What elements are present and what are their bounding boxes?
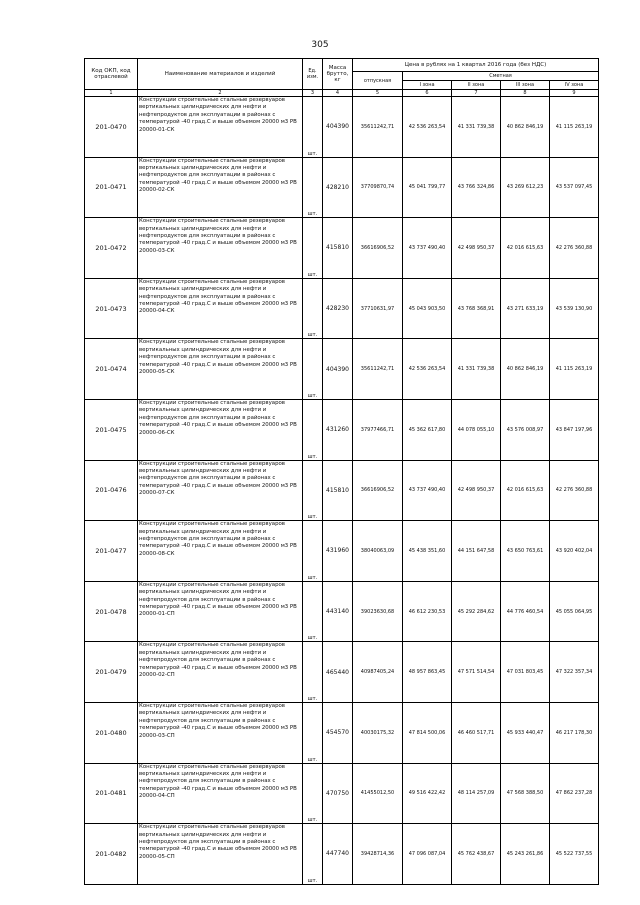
- row-release-price: 36616906,52: [353, 460, 403, 521]
- row-release-price: 39428714,36: [353, 824, 403, 885]
- table-row: [85, 339, 599, 400]
- header-unit: Ед. изм.: [303, 59, 323, 90]
- row-zone2-price: 44 078 055,10: [452, 399, 501, 460]
- row-zone3-price: 42 016 615,63: [501, 218, 550, 279]
- row-unit: шт.: [303, 157, 323, 218]
- table-row: [85, 824, 599, 885]
- table-row: [85, 581, 599, 642]
- row-zone2-price: 43 768 368,91: [452, 278, 501, 339]
- row-name: Конструкции строительные стальные резервуаров вертикальных цилиндрических для нефти и нефтепродуктов для эксплуатации в районах с температурой -40 град.С и выше объемом 20000 м3 РВ 20000-08-СК: [138, 521, 303, 582]
- row-mass: 465440: [323, 642, 353, 703]
- row-zone1-price: 47 096 087,04: [403, 824, 452, 885]
- row-zone1-price: 47 814 500,06: [403, 702, 452, 763]
- column-number: 3: [303, 90, 323, 97]
- header-zone3: III зона: [501, 81, 550, 90]
- row-unit: шт.: [303, 339, 323, 400]
- row-code: 201-0479: [85, 642, 138, 703]
- row-zone2-price: 42 498 950,37: [452, 460, 501, 521]
- table-row: [85, 399, 599, 460]
- row-name: Конструкции строительные стальные резервуаров вертикальных цилиндрических для нефти и нефтепродуктов для эксплуатации в районах с температурой -40 град.С и выше объемом 20000 м3 РВ 20000-04-СК: [138, 278, 303, 339]
- row-name: Конструкции строительные стальные резервуаров вертикальных цилиндрических для нефти и нефтепродуктов для эксплуатации в районах с температурой -40 град.С и выше объемом 20000 м3 РВ 20000-05-СП: [138, 824, 303, 885]
- row-mass: 431260: [323, 399, 353, 460]
- row-zone2-price: 43 766 324,86: [452, 157, 501, 218]
- row-release-price: 40987405,24: [353, 642, 403, 703]
- column-number: 5: [353, 90, 403, 97]
- row-mass: 447740: [323, 824, 353, 885]
- table-row: [85, 218, 599, 279]
- row-zone1-price: 48 957 863,45: [403, 642, 452, 703]
- row-zone2-price: 45 762 438,67: [452, 824, 501, 885]
- row-zone4-price: 45 522 737,55: [550, 824, 599, 885]
- row-zone1-price: 43 737 490,40: [403, 218, 452, 279]
- row-code: 201-0475: [85, 399, 138, 460]
- row-zone4-price: 43 539 130,90: [550, 278, 599, 339]
- row-zone4-price: 47 862 237,28: [550, 763, 599, 824]
- row-name: Конструкции строительные стальные резервуаров вертикальных цилиндрических для нефти и нефтепродуктов для эксплуатации в районах с температурой -40 град.С и выше объемом 20000 м3 РВ 20000-03-СК: [138, 218, 303, 279]
- row-unit: шт.: [303, 763, 323, 824]
- column-number: 6: [403, 90, 452, 97]
- row-zone1-price: 43 737 490,40: [403, 460, 452, 521]
- row-mass: 428230: [323, 278, 353, 339]
- row-zone3-price: 43 269 612,23: [501, 157, 550, 218]
- header-zone4: IV зона: [550, 81, 599, 90]
- row-zone1-price: 45 041 799,77: [403, 157, 452, 218]
- row-code: 201-0480: [85, 702, 138, 763]
- header-mass: Масса брутто, кг: [323, 59, 353, 90]
- row-mass: 415810: [323, 460, 353, 521]
- column-number: 2: [138, 90, 303, 97]
- row-zone3-price: 40 862 846,19: [501, 339, 550, 400]
- row-mass: 404390: [323, 339, 353, 400]
- row-unit: шт.: [303, 824, 323, 885]
- row-unit: шт.: [303, 399, 323, 460]
- row-name: Конструкции строительные стальные резервуаров вертикальных цилиндрических для нефти и нефтепродуктов для эксплуатации в районах с температурой -40 град.С и выше объемом 20000 м3 РВ 20000-05-СК: [138, 339, 303, 400]
- row-zone1-price: 45 438 351,60: [403, 521, 452, 582]
- table-row: [85, 642, 599, 703]
- row-mass: 454570: [323, 702, 353, 763]
- row-zone1-price: 45 043 903,50: [403, 278, 452, 339]
- row-zone4-price: 43 537 097,45: [550, 157, 599, 218]
- row-name: Конструкции строительные стальные резервуаров вертикальных цилиндрических для нефти и нефтепродуктов для эксплуатации в районах с температурой -40 град.С и выше объемом 20000 м3 РВ 20000-02-СК: [138, 157, 303, 218]
- row-release-price: 36616906,52: [353, 218, 403, 279]
- row-zone3-price: 40 862 846,19: [501, 97, 550, 158]
- column-number: 8: [501, 90, 550, 97]
- row-release-price: 35611242,71: [353, 339, 403, 400]
- row-release-price: 37977466,71: [353, 399, 403, 460]
- table-row: [85, 157, 599, 218]
- row-unit: шт.: [303, 278, 323, 339]
- row-zone3-price: 45 933 440,47: [501, 702, 550, 763]
- header-zone1: I зона: [403, 81, 452, 90]
- row-name: Конструкции строительные стальные резервуаров вертикальных цилиндрических для нефти и нефтепродуктов для эксплуатации в районах с температурой -40 град.С и выше объемом 20000 м3 РВ 20000-01-СП: [138, 581, 303, 642]
- row-release-price: 37709870,74: [353, 157, 403, 218]
- row-zone3-price: 47 568 388,50: [501, 763, 550, 824]
- header-zone2: II зона: [452, 81, 501, 90]
- row-zone4-price: 43 920 402,04: [550, 521, 599, 582]
- row-zone3-price: 45 243 261,86: [501, 824, 550, 885]
- row-zone2-price: 41 331 739,38: [452, 339, 501, 400]
- row-code: 201-0473: [85, 278, 138, 339]
- row-zone2-price: 46 460 517,71: [452, 702, 501, 763]
- row-mass: 404390: [323, 97, 353, 158]
- row-zone4-price: 45 055 064,95: [550, 581, 599, 642]
- row-zone1-price: 45 362 617,80: [403, 399, 452, 460]
- row-unit: шт.: [303, 642, 323, 703]
- header-name: Наименование материалов и изделий: [138, 59, 303, 90]
- row-mass: 443140: [323, 581, 353, 642]
- row-code: 201-0481: [85, 763, 138, 824]
- row-name: Конструкции строительные стальные резервуаров вертикальных цилиндрических для нефти и нефтепродуктов для эксплуатации в районах с температурой -40 град.С и выше объемом 20000 м3 РВ 20000-04-СП: [138, 763, 303, 824]
- row-zone1-price: 49 516 422,42: [403, 763, 452, 824]
- header-price-group: Цена в рублях на 1 квартал 2016 года (без НДС): [353, 59, 599, 72]
- row-unit: шт.: [303, 218, 323, 279]
- table-row: [85, 521, 599, 582]
- row-release-price: 39023630,68: [353, 581, 403, 642]
- table-row: [85, 702, 599, 763]
- row-zone2-price: 44 151 647,58: [452, 521, 501, 582]
- row-name: Конструкции строительные стальные резервуаров вертикальных цилиндрических для нефти и нефтепродуктов для эксплуатации в районах с температурой -40 град.С и выше объемом 20000 м3 РВ 20000-02-СП: [138, 642, 303, 703]
- row-code: 201-0478: [85, 581, 138, 642]
- header-release: отпускная: [353, 72, 403, 90]
- row-mass: 470750: [323, 763, 353, 824]
- row-name: Конструкции строительные стальные резервуаров вертикальных цилиндрических для нефти и нефтепродуктов для эксплуатации в районах с температурой -40 град.С и выше объемом 20000 м3 РВ 20000-01-СК: [138, 97, 303, 158]
- row-unit: шт.: [303, 581, 323, 642]
- row-unit: шт.: [303, 702, 323, 763]
- row-mass: 415810: [323, 218, 353, 279]
- column-number: 4: [323, 90, 353, 97]
- row-unit: шт.: [303, 521, 323, 582]
- row-code: 201-0471: [85, 157, 138, 218]
- row-code: 201-0474: [85, 339, 138, 400]
- row-release-price: 35611242,71: [353, 97, 403, 158]
- row-unit: шт.: [303, 97, 323, 158]
- row-zone3-price: 43 576 008,97: [501, 399, 550, 460]
- row-mass: 428210: [323, 157, 353, 218]
- row-zone3-price: 47 031 803,45: [501, 642, 550, 703]
- row-zone4-price: 47 322 357,34: [550, 642, 599, 703]
- header-estimate: Сметная: [403, 72, 599, 81]
- row-zone3-price: 42 016 615,63: [501, 460, 550, 521]
- row-code: 201-0472: [85, 218, 138, 279]
- column-number: 9: [550, 90, 599, 97]
- row-zone4-price: 42 276 360,88: [550, 460, 599, 521]
- row-zone3-price: 44 776 460,54: [501, 581, 550, 642]
- row-name: Конструкции строительные стальные резервуаров вертикальных цилиндрических для нефти и нефтепродуктов для эксплуатации в районах с температурой -40 град.С и выше объемом 20000 м3 РВ 20000-03-СП: [138, 702, 303, 763]
- row-unit: шт.: [303, 460, 323, 521]
- row-zone1-price: 42 536 263,54: [403, 97, 452, 158]
- row-release-price: 40030175,32: [353, 702, 403, 763]
- row-zone4-price: 41 115 263,19: [550, 339, 599, 400]
- table-row: [85, 278, 599, 339]
- row-release-price: 37710631,97: [353, 278, 403, 339]
- header-code-okp: Код ОКП, код отраслевой: [85, 59, 138, 90]
- row-zone4-price: 41 115 263,19: [550, 97, 599, 158]
- row-zone4-price: 43 847 197,96: [550, 399, 599, 460]
- row-code: 201-0482: [85, 824, 138, 885]
- row-zone2-price: 47 571 514,54: [452, 642, 501, 703]
- table-row: [85, 763, 599, 824]
- column-number: 1: [85, 90, 138, 97]
- page-number: 305: [311, 40, 329, 50]
- row-zone4-price: 46 217 178,30: [550, 702, 599, 763]
- row-zone2-price: 45 292 284,62: [452, 581, 501, 642]
- row-zone3-price: 43 271 633,19: [501, 278, 550, 339]
- row-zone2-price: 42 498 950,37: [452, 218, 501, 279]
- row-name: Конструкции строительные стальные резервуаров вертикальных цилиндрических для нефти и нефтепродуктов для эксплуатации в районах с температурой -40 град.С и выше объемом 20000 м3 РВ 20000-07-СК: [138, 460, 303, 521]
- table-row: [85, 460, 599, 521]
- row-code: 201-0477: [85, 521, 138, 582]
- row-code: 201-0470: [85, 97, 138, 158]
- row-release-price: 38040063,09: [353, 521, 403, 582]
- row-code: 201-0476: [85, 460, 138, 521]
- row-name: Конструкции строительные стальные резервуаров вертикальных цилиндрических для нефти и нефтепродуктов для эксплуатации в районах с температурой -40 град.С и выше объемом 20000 м3 РВ 20000-06-СК: [138, 399, 303, 460]
- row-zone4-price: 42 276 360,88: [550, 218, 599, 279]
- column-number: 7: [452, 90, 501, 97]
- row-zone2-price: 48 114 257,09: [452, 763, 501, 824]
- row-zone2-price: 41 331 739,38: [452, 97, 501, 158]
- row-mass: 431960: [323, 521, 353, 582]
- row-zone1-price: 46 612 230,53: [403, 581, 452, 642]
- row-zone1-price: 42 536 263,54: [403, 339, 452, 400]
- price-table: [84, 58, 599, 885]
- row-zone3-price: 43 650 763,61: [501, 521, 550, 582]
- table-row: [85, 97, 599, 158]
- row-release-price: 41455012,50: [353, 763, 403, 824]
